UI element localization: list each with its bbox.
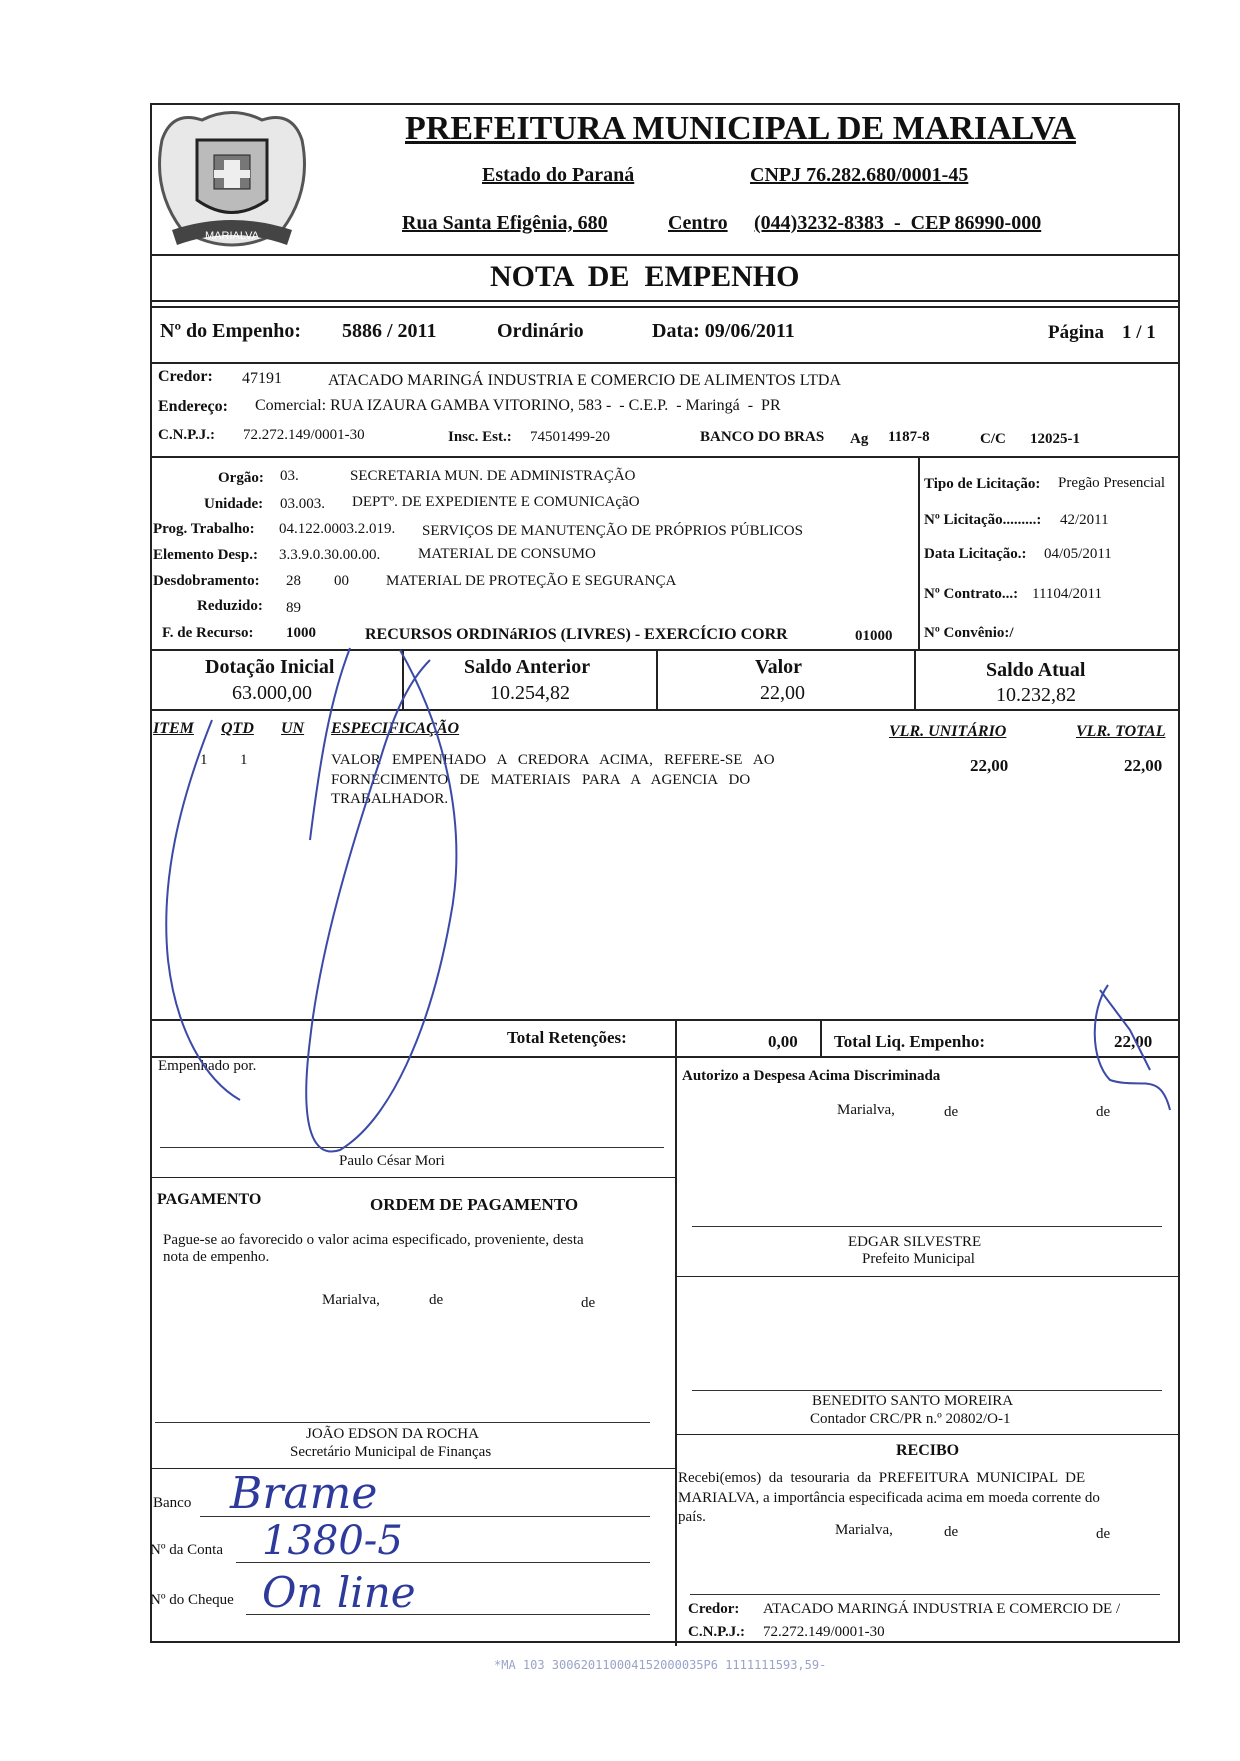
pagamento-de1: de (429, 1292, 444, 1308)
item-unit-price: 22,00 (970, 756, 1009, 775)
svg-text:MARIALVA: MARIALVA (205, 230, 259, 242)
doc-title: NOTA DE EMPENHO (490, 260, 800, 293)
recibo-cnpj-label: C.N.P.J.: (688, 1624, 745, 1640)
insc-label: Insc. Est.: (448, 429, 512, 445)
recibo-credor-label: Credor: (688, 1601, 740, 1617)
unidade-label: Unidade: (204, 496, 264, 512)
unit-price-col-header: VLR. UNITÁRIO (889, 723, 1007, 740)
convenio-label: Nº Convênio:/ (924, 625, 1014, 641)
un-col-header: UN (281, 720, 305, 737)
recibo-de1: de (944, 1524, 959, 1540)
qtd-col-header: QTD (221, 720, 254, 737)
prog-desc: SERVIÇOS DE MANUTENÇÃO DE PRÓPRIOS PÚBLICOS (422, 523, 803, 539)
empenhado-label: Empenhado por. (158, 1058, 257, 1074)
account-label: C/C (980, 431, 1006, 447)
item-qty: 1 (240, 752, 248, 768)
desdobr-label: Desdobramento: (153, 573, 260, 589)
recurso-desc: RECURSOS ORDINáRIOS (LIVRES) - EXERCÍCIO CORR (365, 626, 788, 643)
empenho-number: 5886 / 2011 (342, 320, 437, 342)
address-label: Endereço: (158, 398, 228, 415)
autorizo-de2: de (1096, 1104, 1111, 1120)
item-spec-line: VALOR EMPENHADO A CREDORA ACIMA, REFERE-SE AO (331, 752, 775, 768)
spec-col-header: ESPECIFICAÇÃO (331, 720, 460, 737)
saldo-anterior-label: Saldo Anterior (464, 656, 591, 678)
saldo-atual-label: Saldo Atual (986, 659, 1086, 681)
recibo-title: RECIBO (896, 1442, 960, 1459)
recibo-city: Marialva, (835, 1522, 893, 1538)
bank-name: BANCO DO BRAS (700, 429, 825, 445)
account-number: 12025-1 (1030, 431, 1080, 447)
agency-number: 1187-8 (888, 429, 930, 445)
conta-label: Nº da Conta (150, 1542, 223, 1558)
licitacao-num-label: Nº Licitação.........: (924, 512, 1042, 528)
autorizo-text: Autorizo a Despesa Acima Discriminada (682, 1068, 941, 1084)
header-phone-cep: (044)3232-8383 - CEP 86990-000 (754, 212, 1042, 234)
empenho-number-label: Nº do Empenho: (160, 320, 302, 342)
pagamento-text: Pague-se ao favorecido o valor acima especificado, proveniente, desta (163, 1232, 584, 1248)
conta-handwritten: 1380-5 (262, 1518, 403, 1564)
licitacao-tipo: Pregão Presencial (1058, 475, 1166, 491)
valor-value: 22,00 (760, 682, 805, 704)
credor-code: 47191 (242, 370, 282, 387)
licitacao-data: 04/05/2011 (1044, 546, 1112, 562)
page-number: 1 / 1 (1122, 322, 1156, 343)
credor-cnpj-label: C.N.P.J.: (158, 427, 215, 443)
dotacao-label: Dotação Inicial (205, 656, 335, 678)
recibo-text: país. (678, 1509, 706, 1525)
contrato-number: 11104/2011 (1032, 586, 1102, 602)
total-retencoes-label: Total Retenções: (507, 1028, 627, 1047)
valor-label: Valor (755, 656, 803, 678)
recibo-credor: ATACADO MARINGÁ INDUSTRIA E COMERCIO DE / (763, 1601, 1121, 1617)
contador-name: BENEDITO SANTO MOREIRA (812, 1393, 1014, 1409)
total-liquido-label: Total Liq. Empenho: (834, 1032, 985, 1051)
header-district: Centro (668, 212, 728, 234)
header-cnpj: CNPJ 76.282.680/0001-45 (750, 164, 969, 186)
contrato-label: Nº Contrato...: (924, 586, 1019, 602)
ordem-pagamento-title: ORDEM DE PAGAMENTO (370, 1195, 579, 1214)
elemento-desc: MATERIAL DE CONSUMO (418, 546, 596, 562)
prog-code: 04.122.0003.2.019. (279, 521, 396, 537)
orgao-desc: SECRETARIA MUN. DE ADMINISTRAÇÃO (350, 468, 636, 484)
contador-title: Contador CRC/PR n.º 20802/O-1 (810, 1411, 1011, 1427)
recibo-text: Recebi(emos) da tesouraria da PREFEITURA MUNICIPAL DE (678, 1470, 1086, 1486)
orgao-code: 03. (280, 468, 299, 484)
unidade-desc: DEPTº. DE EXPEDIENTE E COMUNICAçãO (352, 494, 640, 510)
prefeito-name: EDGAR SILVESTRE (848, 1234, 982, 1250)
recurso-number: 01000 (855, 628, 893, 644)
cheque-label: Nº do Cheque (150, 1592, 234, 1608)
saldo-atual-value: 10.232,82 (996, 684, 1076, 706)
empenho-date: Data: 09/06/2011 (652, 320, 795, 342)
desdobr-b: 00 (334, 573, 349, 589)
pagamento-text: nota de empenho. (163, 1249, 270, 1265)
desdobr-a: 28 (286, 573, 301, 589)
empenhado-name: Paulo César Mori (339, 1153, 445, 1169)
pagamento-title: PAGAMENTO (157, 1191, 262, 1208)
pagamento-city: Marialva, (322, 1292, 380, 1308)
orgao-label: Orgão: (218, 470, 264, 486)
agency-label: Ag (850, 431, 869, 447)
credor-name: ATACADO MARINGÁ INDUSTRIA E COMERCIO DE ALIMENTOS LTDA (328, 372, 841, 389)
desdobr-desc: MATERIAL DE PROTEÇÃO E SEGURANÇA (386, 573, 677, 589)
pagamento-de2: de (581, 1295, 596, 1311)
banco-label: Banco (153, 1495, 192, 1511)
elemento-label: Elemento Desp.: (153, 547, 258, 563)
total-col-header: VLR. TOTAL (1076, 723, 1166, 740)
banco-handwritten: Brame (230, 1468, 378, 1519)
autorizo-city: Marialva, (837, 1102, 895, 1118)
elemento-code: 3.3.9.0.30.00.00. (279, 547, 381, 563)
item-spec-line: TRABALHADOR. (331, 791, 449, 807)
total-retencoes-value: 0,00 (768, 1032, 798, 1051)
item-spec-line: FORNECIMENTO DE MATERIAIS PARA A AGENCIA DO (331, 772, 751, 788)
item-col-header: ITEM (153, 720, 194, 737)
recibo-cnpj: 72.272.149/0001-30 (763, 1624, 885, 1640)
licitacao-num: 42/2011 (1060, 512, 1109, 528)
secretario-title: Secretário Municipal de Finanças (290, 1444, 492, 1460)
state-name: Estado do Paraná (482, 164, 635, 186)
cheque-handwritten: On line (262, 1568, 416, 1617)
reduzido-value: 89 (286, 600, 301, 616)
licitacao-data-label: Data Licitação.: (924, 546, 1027, 562)
reduzido-label: Reduzido: (197, 598, 263, 614)
total-liquido-value: 22,00 (1114, 1032, 1153, 1051)
item-number: 1 (200, 752, 208, 768)
footer-code: *MA 103 300620110004152000035P6 1111111593,59- (494, 1658, 827, 1672)
secretario-name: JOÃO EDSON DA ROCHA (306, 1426, 479, 1442)
dotacao-value: 63.000,00 (232, 682, 312, 704)
recibo-text: MARIALVA, a importância especificada acima em moeda corrente do (678, 1490, 1100, 1506)
page-title: PREFEITURA MUNICIPAL DE MARIALVA (405, 110, 1076, 147)
credor-cnpj: 72.272.149/0001-30 (243, 427, 365, 443)
autorizo-de1: de (944, 1104, 959, 1120)
page-label: Página (1048, 322, 1104, 343)
insc-value: 74501499-20 (530, 429, 610, 445)
credor-address: Comercial: RUA IZAURA GAMBA VITORINO, 583 - - C.E.P. - Maringá - PR (255, 397, 781, 414)
licitacao-tipo-label: Tipo de Licitação: (924, 476, 1041, 492)
unidade-code: 03.003. (280, 496, 325, 512)
saldo-anterior-value: 10.254,82 (490, 682, 570, 704)
empenho-type: Ordinário (497, 320, 584, 342)
credor-label: Credor: (158, 368, 213, 385)
item-total: 22,00 (1124, 756, 1163, 775)
recibo-de2: de (1096, 1526, 1111, 1542)
recurso-label: F. de Recurso: (162, 625, 254, 641)
header-street: Rua Santa Efigênia, 680 (402, 212, 608, 234)
prog-label: Prog. Trabalho: (153, 521, 255, 537)
prefeito-title: Prefeito Municipal (862, 1251, 975, 1267)
recurso-code: 1000 (286, 625, 316, 641)
